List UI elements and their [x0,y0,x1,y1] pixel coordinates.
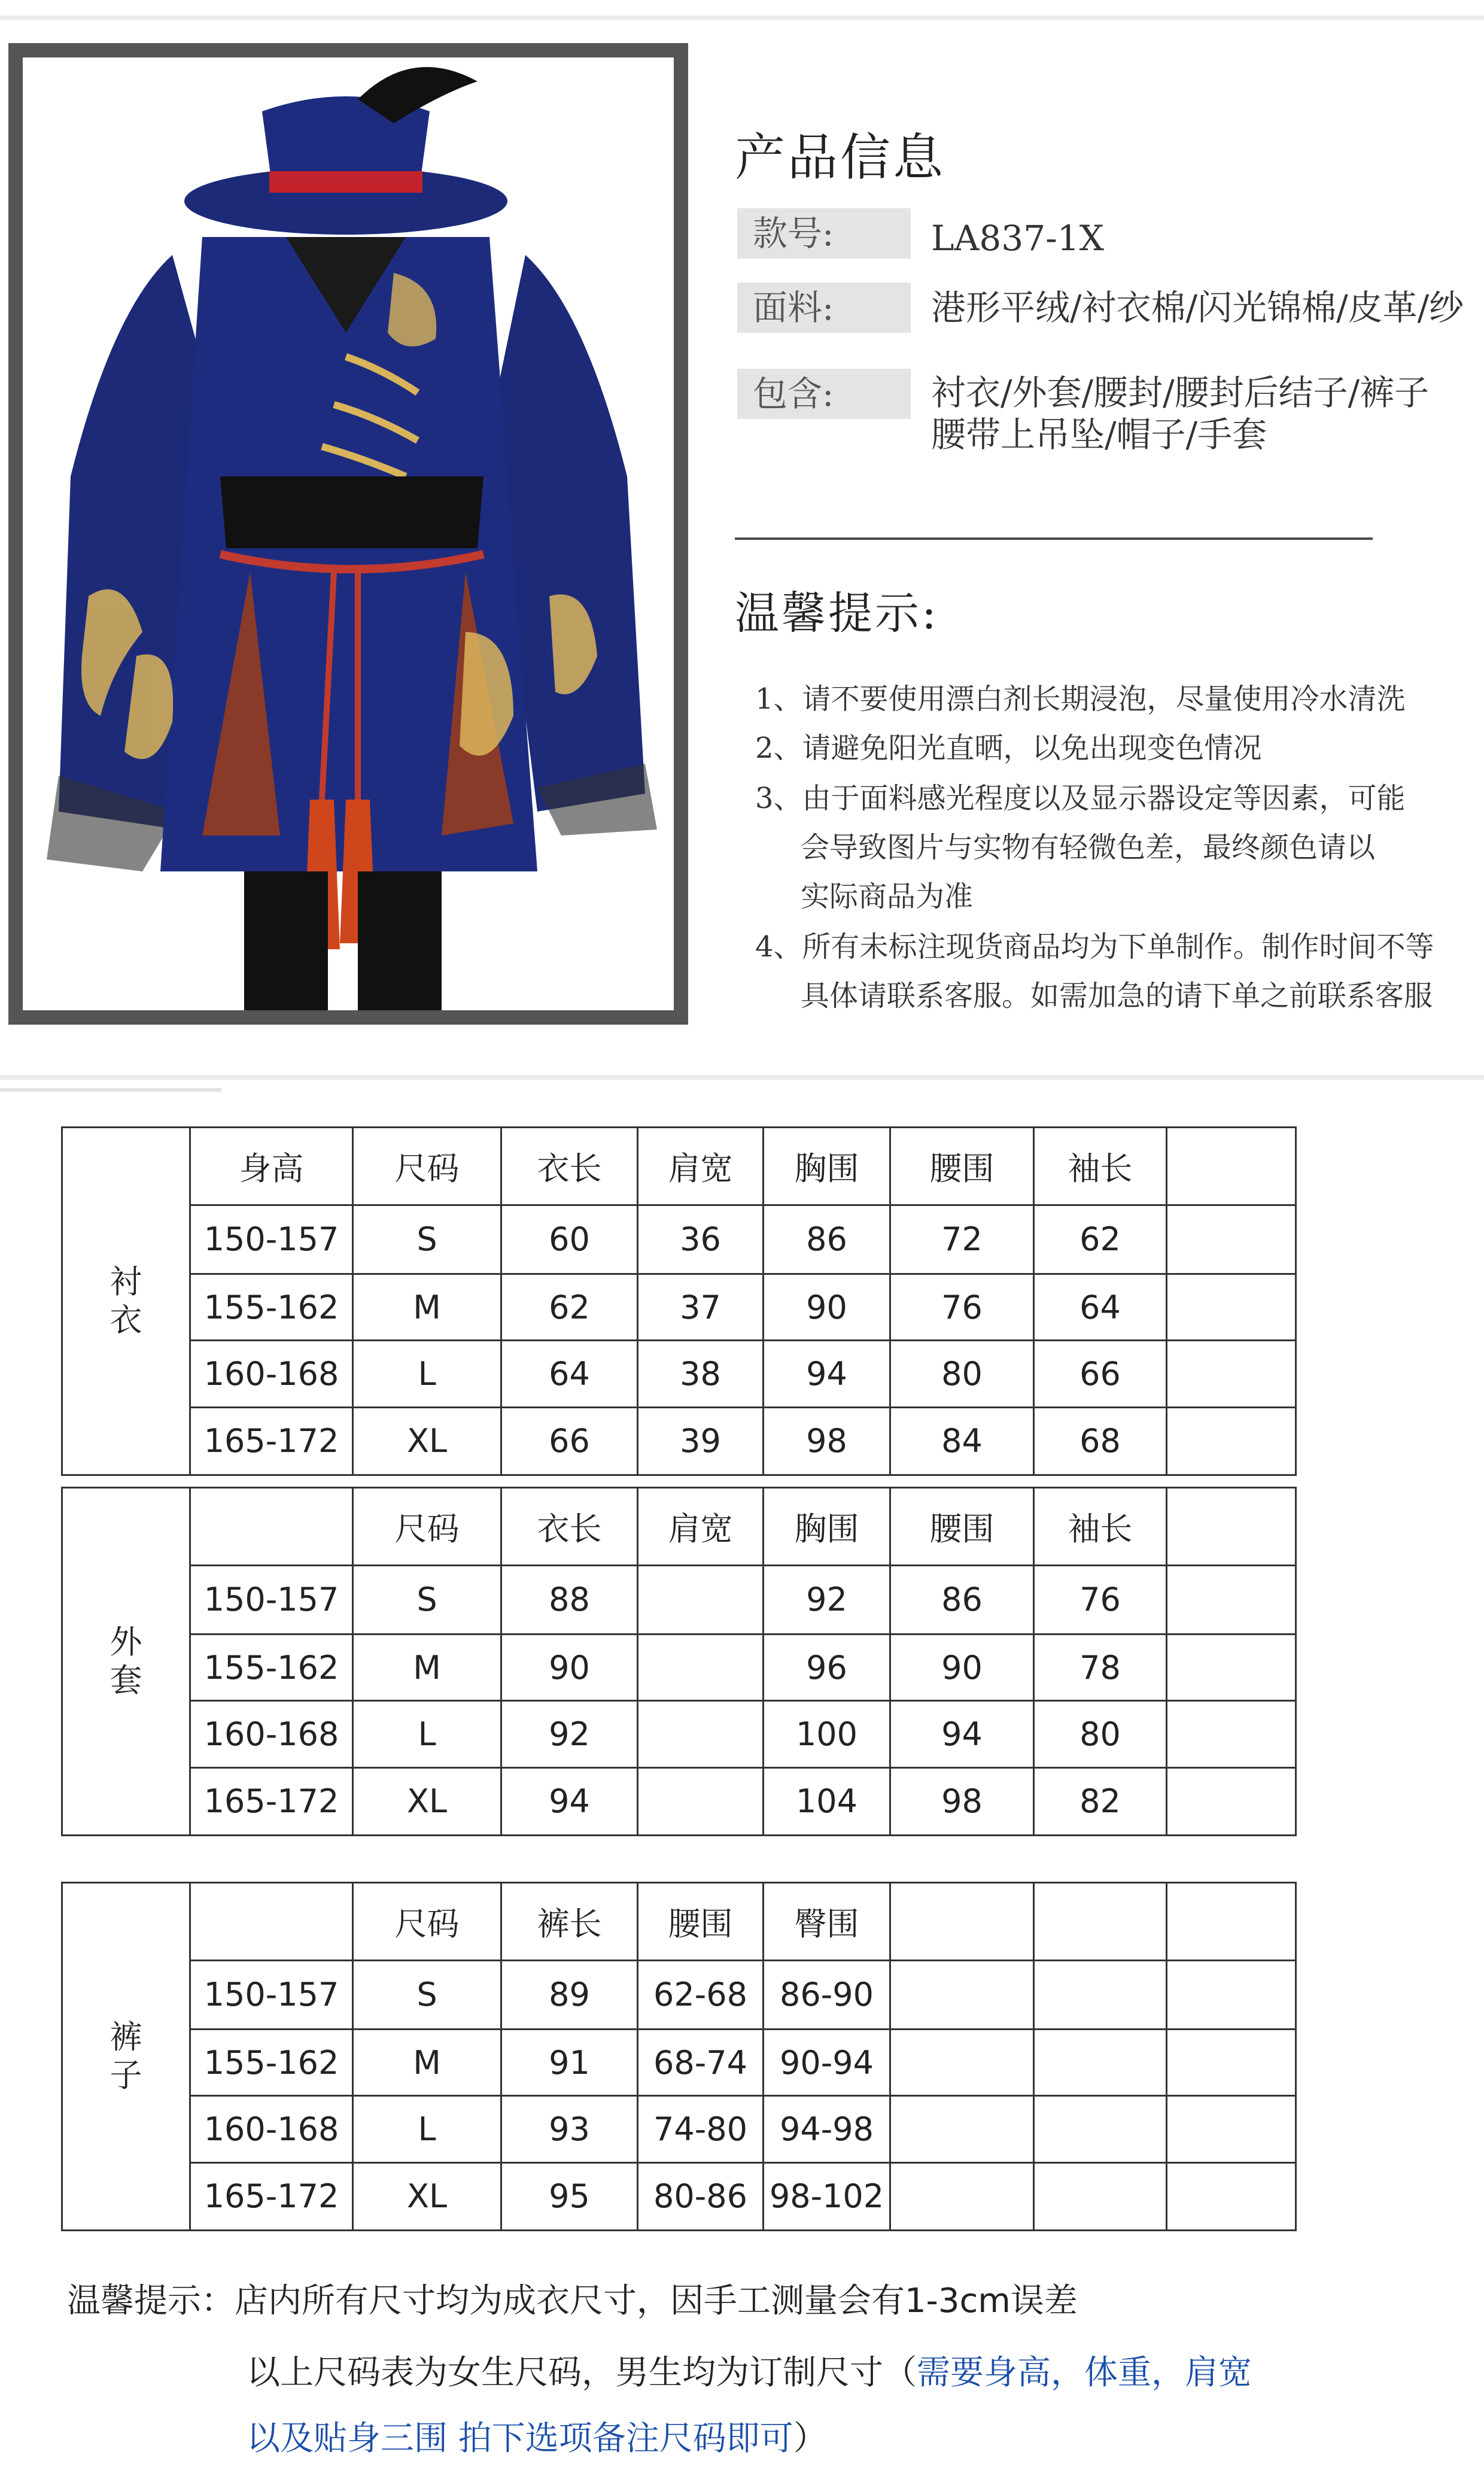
table-cell: XL [353,1407,501,1475]
table-row [62,2162,1296,2230]
table-cell: 72 [890,1205,1034,1274]
table-cell [1034,2096,1167,2162]
table-cell: 150-157 [190,1960,353,2029]
table-cell: 91 [501,2029,638,2095]
table-cell: 78 [1034,1634,1167,1700]
col-header-sleeve: 袖长 [1034,1128,1167,1205]
table-cell: 62 [1034,1205,1167,1274]
table-cell: 80 [890,1341,1034,1407]
tip-line-4-cont: 具体请联系客服。如需加急的请下单之前联系客服 [801,979,1433,1013]
table-cell [890,1960,1034,2029]
table-row [62,2096,1296,2162]
table-cell: 37 [638,1274,764,1340]
table-cell: 155-162 [190,1634,353,1700]
table-cell: XL [353,2162,501,2230]
table-cell: 98-102 [764,2162,890,2230]
table-cell: 64 [501,1341,638,1407]
tip-line-3-cont2: 实际商品为准 [801,880,974,913]
table-row [62,1767,1296,1835]
table-cell: 160-168 [190,2096,353,2162]
table-cell: 94 [890,1701,1034,1767]
col-header-size: 尺码 [353,1128,501,1205]
table-cell: 90 [501,1634,638,1700]
table-cell: S [353,1960,501,2029]
table-cell [1167,2162,1296,2230]
table-cell: M [353,1634,501,1700]
table-cell: 76 [890,1274,1034,1340]
col-header-empty [1167,1128,1296,1205]
col-header-length: 衣长 [501,1488,638,1566]
product-info-title: 产品信息 [735,128,946,187]
col-header-empty [1167,1488,1296,1566]
table-cell: 98 [890,1767,1034,1835]
table-cell: 86 [764,1205,890,1274]
tip-line-4: 4、所有未标注现货商品均为下单制作。制作时间不等 [755,930,1434,964]
size-note-line-1: 温馨提示：店内所有尺寸均为成衣尺寸，因手工测量会有1-3cm误差 [67,2282,1078,2320]
table-cell: 94-98 [764,2096,890,2162]
col-header-empty [190,1488,353,1566]
coat-category-label: 外 套 [62,1488,190,1836]
table-cell [1167,1341,1296,1407]
table-cell: 150-157 [190,1565,353,1634]
table-cell: 74-80 [638,2096,764,2162]
table-cell: 66 [1034,1341,1167,1407]
table-cell [1167,1274,1296,1340]
table-cell: S [353,1565,501,1634]
tip-line-2: 2、请避免阳光直晒，以免出现变色情况 [755,731,1262,765]
table-cell: 82 [1034,1767,1167,1835]
table-cell: 94 [764,1341,890,1407]
pants-size-table [61,1882,1297,2231]
table-cell [1034,2162,1167,2230]
table-cell: 64 [1034,1274,1167,1340]
table-cell: 80 [1034,1701,1167,1767]
col-header-waist: 腰围 [638,1883,764,1961]
table-cell: 88 [501,1565,638,1634]
table-cell: 60 [501,1205,638,1274]
product-photo-frame [8,43,688,1025]
section-divider [0,1075,1484,1080]
table-cell: 90-94 [764,2029,890,2095]
table-cell [890,2096,1034,2162]
col-header-chest: 胸围 [764,1488,890,1566]
col-header-empty [1167,1883,1296,1961]
tips-title: 温馨提示: [735,588,939,639]
size-note-line-2-highlight: 需要身高，体重，肩宽 [917,2353,1252,2392]
table-cell: 39 [638,1407,764,1475]
top-divider [0,16,1484,20]
table-cell: 90 [890,1634,1034,1700]
table-cell [890,2029,1034,2095]
table-cell: L [353,2096,501,2162]
table-cell: S [353,1205,501,1274]
size-note-line-3-highlight: 以及贴身三围 拍下选项备注尺码即可 [247,2419,793,2458]
table-cell: 96 [764,1634,890,1700]
table-cell [1167,1701,1296,1767]
table-cell: 76 [1034,1565,1167,1634]
table-cell: 89 [501,1960,638,2029]
table-cell: 36 [638,1205,764,1274]
table-cell: M [353,2029,501,2095]
table-row [62,1407,1296,1475]
table-cell [638,1634,764,1700]
table-cell: 93 [501,2096,638,2162]
includes-label: 包含: [737,369,911,419]
table-cell [1167,1634,1296,1700]
table-cell: M [353,1274,501,1340]
table-cell: 165-172 [190,1407,353,1475]
table-cell: 84 [890,1407,1034,1475]
size-note-line-3-plain: ） [793,2419,827,2458]
col-header-chest: 胸围 [764,1128,890,1205]
table-cell: 95 [501,2162,638,2230]
table-cell: 68-74 [638,2029,764,2095]
size-note-line-3 [247,2412,827,2460]
table-cell: 104 [764,1767,890,1835]
table-row [62,1274,1296,1340]
size-note-line-2 [247,2346,1252,2394]
table-cell [638,1767,764,1835]
table-cell: 92 [764,1565,890,1634]
table-cell [1167,1960,1296,2029]
coat-size-table [61,1487,1297,1836]
product-photo [23,57,674,1010]
table-row [62,1634,1296,1700]
col-header-pants-length: 裤长 [501,1883,638,1961]
table-cell: L [353,1341,501,1407]
col-header-length: 衣长 [501,1128,638,1205]
table-cell [1167,2029,1296,2095]
table-row [62,1205,1296,1274]
table-cell: 100 [764,1701,890,1767]
section-divider-short [0,1088,221,1092]
fabric-label: 面料: [737,282,911,333]
table-row [62,1701,1296,1767]
table-cell: 94 [501,1767,638,1835]
col-header-shoulder: 肩宽 [638,1488,764,1566]
table-cell: 155-162 [190,1274,353,1340]
table-cell [1167,1767,1296,1835]
pants-category-label: 裤 子 [62,1883,190,2231]
table-cell [1034,2029,1167,2095]
col-header-waist: 腰围 [890,1128,1034,1205]
shirt-category-label: 衬 衣 [62,1128,190,1475]
table-cell: 38 [638,1341,764,1407]
table-cell [1034,1960,1167,2029]
col-header-sleeve: 袖长 [1034,1488,1167,1566]
col-header-size: 尺码 [353,1883,501,1961]
col-header-waist: 腰围 [890,1488,1034,1566]
table-cell: 165-172 [190,1767,353,1835]
table-cell: 92 [501,1701,638,1767]
table-row [62,1565,1296,1634]
costume-illustration [23,57,674,1010]
col-header-size: 尺码 [353,1488,501,1566]
table-cell: 86 [890,1565,1034,1634]
col-header-empty [1034,1883,1167,1961]
table-row [62,2029,1296,2095]
table-row [62,1341,1296,1407]
table-cell [638,1701,764,1767]
fabric-value: 港形平绒/衬衣棉/闪光锦棉/皮革/纱 [931,287,1464,328]
includes-value-line2: 腰带上吊坠/帽子/手套 [931,414,1267,455]
table-cell [1167,1205,1296,1274]
table-cell: XL [353,1767,501,1835]
table-cell [1167,1407,1296,1475]
style-number-value: LA837-1X [931,218,1104,259]
tip-line-3-cont: 会导致图片与实物有轻微色差，最终颜色请以 [801,831,1376,864]
includes-value: 衬衣/外套/腰封/腰封后结子/裤子 [931,372,1430,413]
table-cell: 160-168 [190,1701,353,1767]
table-cell: L [353,1701,501,1767]
tip-line-1: 1、请不要使用漂白剂长期浸泡，尽量使用冷水清洗 [755,682,1406,716]
table-cell: 68 [1034,1407,1167,1475]
table-cell: 155-162 [190,2029,353,2095]
col-header-empty [190,1883,353,1961]
shirt-size-table [61,1126,1297,1476]
table-cell: 160-168 [190,1341,353,1407]
table-cell [638,1565,764,1634]
tip-line-3: 3、由于面料感光程度以及显示器设定等因素，可能 [755,782,1406,815]
size-note-line-2-plain: 以上尺码表为女生尺码，男生均为订制尺寸（ [247,2353,917,2392]
table-cell: 62-68 [638,1960,764,2029]
table-cell: 62 [501,1274,638,1340]
table-cell: 165-172 [190,2162,353,2230]
info-divider [735,537,1373,540]
table-cell: 66 [501,1407,638,1475]
table-cell: 80-86 [638,2162,764,2230]
table-cell: 98 [764,1407,890,1475]
style-number-label: 款号: [737,208,911,259]
col-header-empty [890,1883,1034,1961]
table-row [62,1960,1296,2029]
col-header-shoulder: 肩宽 [638,1128,764,1205]
col-header-hip: 臀围 [764,1883,890,1961]
table-cell [890,2162,1034,2230]
table-cell: 86-90 [764,1960,890,2029]
table-cell [1167,1565,1296,1634]
table-cell [1167,2096,1296,2162]
table-cell: 90 [764,1274,890,1340]
table-cell: 150-157 [190,1205,353,1274]
col-header-height: 身高 [190,1128,353,1205]
